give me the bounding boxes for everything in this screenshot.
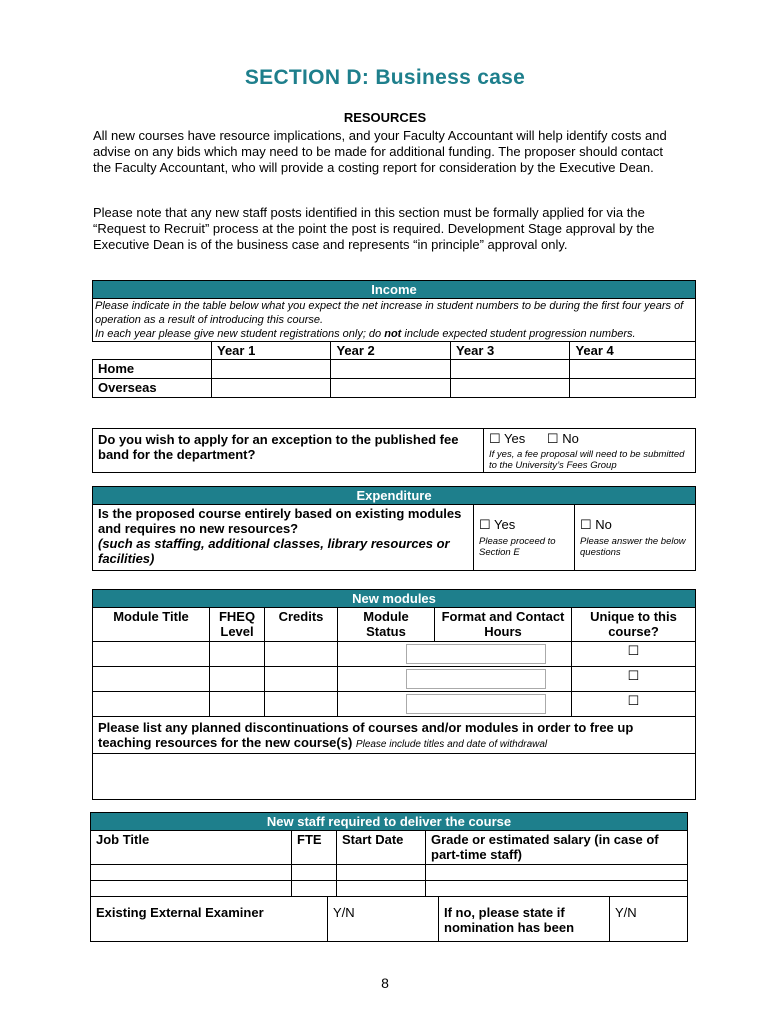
status-format-cell [338, 692, 572, 717]
overseas-year-4-cell[interactable] [570, 379, 696, 398]
module-title-cell[interactable] [93, 642, 210, 667]
discontinuations-prompt [93, 717, 696, 754]
income-table [92, 280, 696, 398]
col-unique: Unique to this course? [572, 608, 696, 642]
income-row-overseas: Overseas [93, 379, 212, 398]
table-row [93, 692, 696, 717]
section-title: SECTION D: Business case [244, 66, 526, 89]
table-row [93, 667, 696, 692]
overseas-year-2-cell[interactable] [331, 379, 450, 398]
fee-band-yes-checkbox[interactable]: ☐ Yes [489, 431, 526, 446]
expenditure-yes-note: Please proceed to Section E [479, 536, 556, 558]
fee-band-table [92, 428, 696, 473]
module-status-dropdown[interactable] [406, 644, 546, 664]
income-note-2-pre: In each year please give new student registrations only; do [95, 328, 385, 340]
home-year-3-cell[interactable] [450, 360, 569, 379]
col-module-status: Module Status [338, 608, 435, 642]
unique-checkbox[interactable]: ☐ [572, 667, 696, 692]
fee-band-note: If yes, a fee proposal will need to be submitted to the University’s Fees Group [489, 449, 685, 471]
home-year-4-cell[interactable] [570, 360, 696, 379]
table-row [91, 865, 688, 881]
income-header: Income [93, 281, 696, 299]
page-number: 8 [381, 975, 389, 991]
income-note-2 [95, 327, 693, 341]
expenditure-no-checkbox[interactable]: ☐ No [580, 517, 612, 532]
external-examiner-table [90, 896, 688, 942]
grade-cell[interactable] [426, 881, 688, 897]
status-format-cell [338, 642, 572, 667]
discontinuations-label: Please list any planned discontinuations of courses and/or modules in order to free up teaching resources for the new course(s) [98, 720, 634, 750]
resources-heading: RESOURCES [343, 110, 427, 125]
income-notes [93, 299, 696, 342]
year-3-header: Year 3 [450, 342, 569, 360]
table-row [93, 642, 696, 667]
fheq-cell[interactable] [210, 642, 265, 667]
home-year-2-cell[interactable] [331, 360, 450, 379]
home-year-1-cell[interactable] [211, 360, 330, 379]
col-module-title: Module Title [93, 608, 210, 642]
expenditure-question-cell [93, 505, 474, 571]
expenditure-question: Is the proposed course entirely based on existing modules and requires no new resources? [98, 506, 462, 536]
new-modules-header: New modules [93, 590, 696, 608]
module-title-cell[interactable] [93, 667, 210, 692]
external-examiner-label: Existing External Examiner [91, 897, 328, 942]
col-start-date: Start Date [337, 831, 426, 865]
credits-cell[interactable] [265, 642, 338, 667]
credits-cell[interactable] [265, 692, 338, 717]
new-staff-header: New staff required to deliver the course [91, 813, 688, 831]
module-title-cell[interactable] [93, 692, 210, 717]
expenditure-yes-checkbox[interactable]: ☐ Yes [479, 517, 516, 532]
expenditure-yes-cell [474, 505, 575, 571]
year-2-header: Year 2 [331, 342, 450, 360]
job-title-cell[interactable] [91, 865, 292, 881]
income-note-2-post: include expected student progression numbers. [401, 328, 636, 340]
unique-checkbox[interactable]: ☐ [572, 642, 696, 667]
col-grade-salary: Grade or estimated salary (in case of part-time staff) [426, 831, 688, 865]
year-4-header: Year 4 [570, 342, 696, 360]
discontinuations-input[interactable] [93, 754, 696, 800]
credits-cell[interactable] [265, 667, 338, 692]
nomination-label: If no, please state if nomination has been [439, 897, 610, 942]
col-job-title: Job Title [91, 831, 292, 865]
income-row-home: Home [93, 360, 212, 379]
income-note-1: Please indicate in the table below what you expect the net increase in student numbers to be during the first four years of operation as a result of introducing this course. [95, 300, 684, 326]
new-modules-table [92, 589, 696, 800]
income-note-2-bold: not [384, 328, 402, 340]
expenditure-question-sub: (such as staffing, additional classes, library resources or facilities) [98, 536, 450, 566]
fheq-cell[interactable] [210, 667, 265, 692]
resources-paragraph-2: Please note that any new staff posts identified in this section must be formally applied for via the “Request to Recruit” process at the point the post is required. Development Stage approval by the Executive Dean is of the business case and represents “in principle” approval only. [93, 205, 655, 252]
overseas-year-3-cell[interactable] [450, 379, 569, 398]
col-fheq-level: FHEQ Level [210, 608, 265, 642]
fte-cell[interactable] [292, 881, 337, 897]
income-corner-cell [93, 342, 212, 360]
table-row [91, 881, 688, 897]
resources-paragraph-1: All new courses have resource implications, and your Faculty Accountant will help identify costs and advise on any bids which may need to be made for additional funding. The proposer should contact the Faculty Accountant, who will provide a costing report for consideration by the Executive Dean. [93, 128, 667, 175]
job-title-cell[interactable] [91, 881, 292, 897]
expenditure-header: Expenditure [93, 487, 696, 505]
expenditure-no-note: Please answer the below questions [580, 536, 686, 558]
nomination-yn[interactable]: Y/N [610, 897, 688, 942]
col-fte: FTE [292, 831, 337, 865]
expenditure-table [92, 486, 696, 571]
module-status-dropdown[interactable] [406, 694, 546, 714]
expenditure-no-cell [575, 505, 696, 571]
new-staff-table [90, 812, 688, 897]
external-examiner-yn[interactable]: Y/N [328, 897, 439, 942]
fte-cell[interactable] [292, 865, 337, 881]
start-date-cell[interactable] [337, 865, 426, 881]
year-1-header: Year 1 [211, 342, 330, 360]
status-format-cell [338, 667, 572, 692]
fee-band-question: Do you wish to apply for an exception to the published fee band for the department? [93, 429, 484, 473]
module-status-dropdown[interactable] [406, 669, 546, 689]
grade-cell[interactable] [426, 865, 688, 881]
fee-band-options [484, 429, 696, 473]
start-date-cell[interactable] [337, 881, 426, 897]
col-credits: Credits [265, 608, 338, 642]
fee-band-no-checkbox[interactable]: ☐ No [546, 431, 579, 446]
unique-checkbox[interactable]: ☐ [572, 692, 696, 717]
overseas-year-1-cell[interactable] [211, 379, 330, 398]
col-format-contact-hours: Format and Contact Hours [435, 608, 572, 642]
fheq-cell[interactable] [210, 692, 265, 717]
discontinuations-note: Please include titles and date of withdrawal [355, 739, 548, 750]
